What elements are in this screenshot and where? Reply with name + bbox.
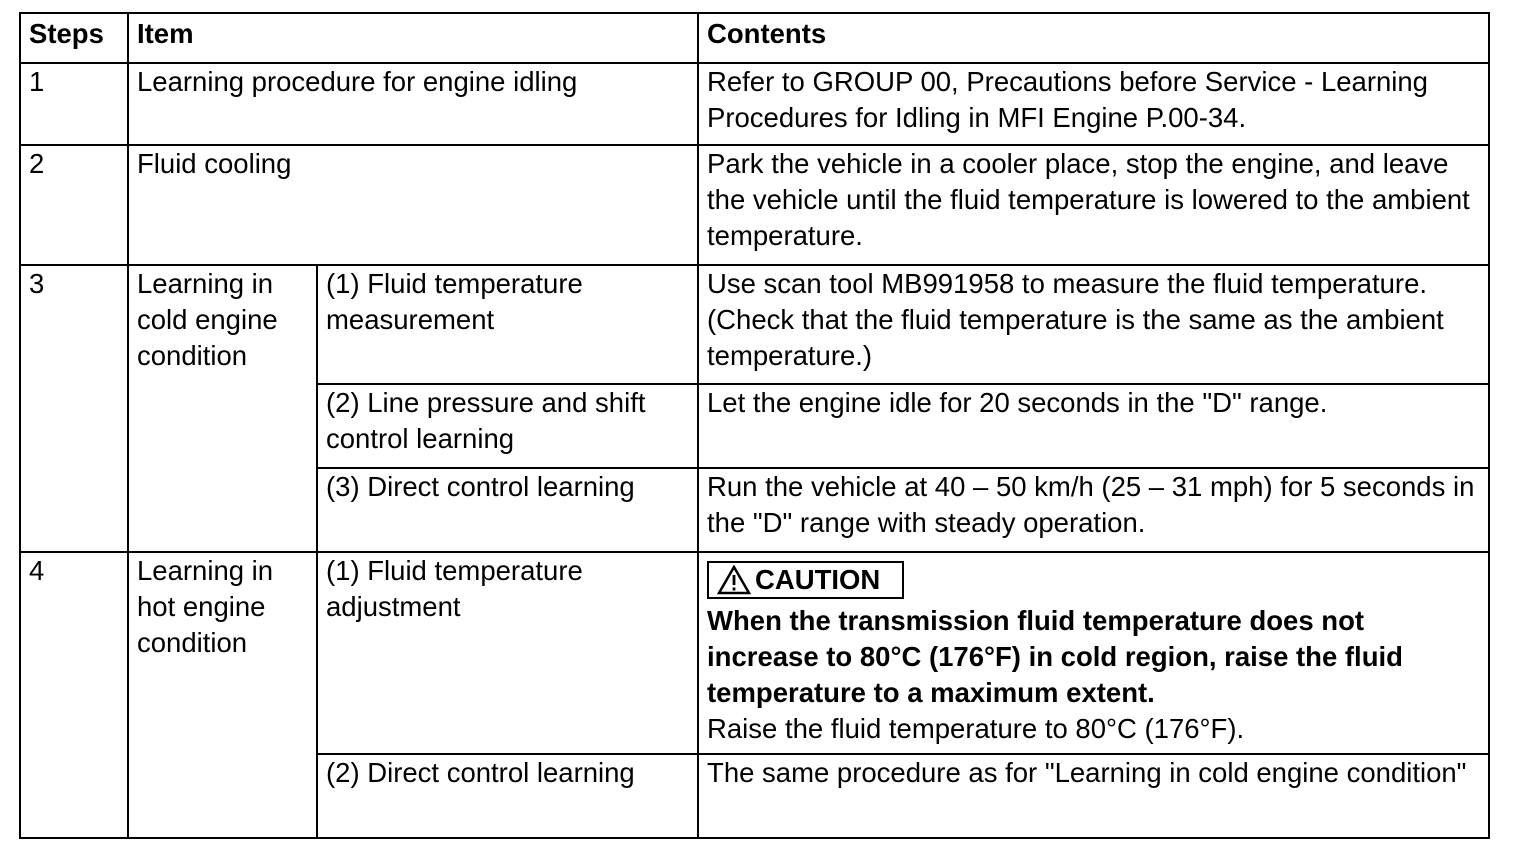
step-number: 4 [20,552,128,838]
caution-label: CAUTION [755,564,881,595]
caution-badge [707,561,904,599]
header-steps: Steps [20,13,128,63]
sub-item-cell: (1) Fluid temperature measurement [317,265,698,384]
contents-cell: The same procedure as for "Learning in cold engine condition" [698,754,1489,838]
contents-text: Raise the fluid temperature to 80°C (176°F). [707,713,1245,744]
sub-item-cell: (1) Fluid temperature adjustment [317,552,698,754]
contents-cell: Run the vehicle at 40 – 50 km/h (25 – 31 mph) for 5 seconds in the "D" range with steady operation. [698,468,1489,552]
sub-item-cell: (3) Direct control learning [317,468,698,552]
step-number: 1 [20,63,128,145]
step-number: 2 [20,145,128,265]
contents-cell [698,552,1489,754]
header-contents: Contents [698,13,1489,63]
step-number: 3 [20,265,128,552]
contents-cell: Let the engine idle for 20 seconds in the "D" range. [698,384,1489,468]
item-cell: Learning in cold engine condition [128,265,317,552]
sub-item-cell: (2) Direct control learning [317,754,698,838]
item-cell: Learning procedure for engine idling [128,63,698,145]
header-row [20,13,1489,63]
table-row [20,63,1489,145]
item-cell: Learning in hot engine condition [128,552,317,838]
sub-item-cell: (2) Line pressure and shift control learning [317,384,698,468]
header-item: Item [128,13,698,63]
caution-text: When the transmission fluid temperature does not increase to 80°C (176°F) in cold region, raise the fluid temperature to a maximum extent. [707,605,1403,708]
contents-cell: Use scan tool MB991958 to measure the fluid temperature. (Check that the fluid temperature is the same as the ambient temperature.) [698,265,1489,384]
warning-triangle-icon [717,565,751,595]
contents-cell: Park the vehicle in a cooler place, stop the engine, and leave the vehicle until the fluid temperature is lowered to the ambient temperature. [698,145,1489,265]
contents-cell: Refer to GROUP 00, Precautions before Service - Learning Procedures for Idling in MFI Engine P.00-34. [698,63,1489,145]
procedure-table [19,12,1490,839]
item-cell: Fluid cooling [128,145,698,265]
table-row [20,265,1489,384]
table-row [20,145,1489,265]
table-row [20,552,1489,754]
